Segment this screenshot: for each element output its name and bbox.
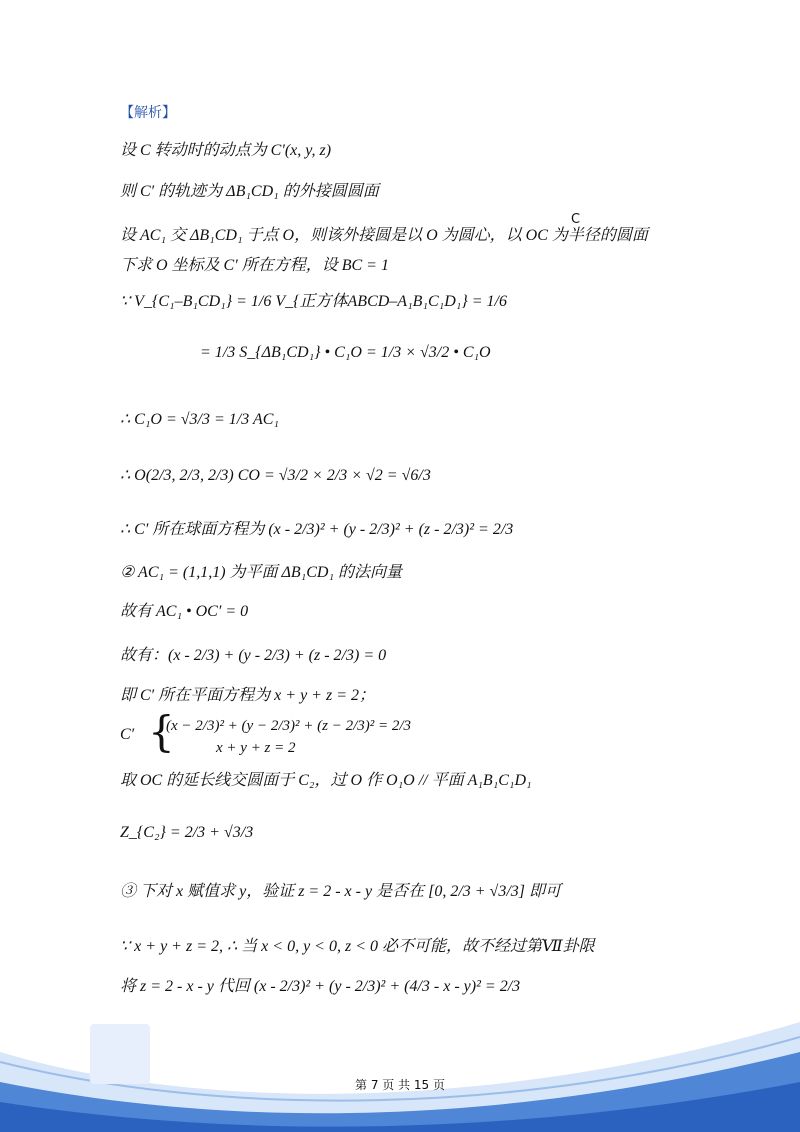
solution-line-1: 设 C 转动时的动点为 C′(x, y, z) bbox=[120, 142, 332, 159]
solution-line-5: ∵ V_{C₁–B₁CD₁} = 1/6 V_{正方体ABCD–A₁B₁C₁D₁} = 1/6 bbox=[120, 293, 507, 310]
solution-line-7: ∴ C₁O = √3/3 = 1/3 AC₁ bbox=[120, 411, 279, 428]
solution-line-2: 则 C′ 的轨迹为 ΔB₁CD₁ 的外接圆圆面 bbox=[120, 183, 379, 200]
solution-line-4: 下求 O 坐标及 C′ 所在方程，设 BC = 1 bbox=[120, 257, 389, 274]
system-row-1: (x − 2/3)² + (y − 2/3)² + (z − 2/3)² = 2/3 bbox=[166, 718, 412, 734]
solution-line-8: ∴ O(2/3, 2/3, 2/3) CO = √3/2 × 2/3 × √2 = √6/3 bbox=[120, 467, 431, 484]
solution-line-13: 即 C′ 所在平面方程为 x + y + z = 2； bbox=[120, 687, 375, 704]
solution-line-14: 取 OC 的延长线交圆面于 C₂，过 O 作 O₁O // 平面 A₁B₁C₁D₁ bbox=[120, 772, 532, 789]
system-label: C′ bbox=[120, 726, 135, 743]
page-footer: 第 7 页 共 15 页 bbox=[355, 1078, 445, 1092]
stray-mark: C bbox=[571, 212, 581, 227]
footer-logo-box bbox=[90, 1024, 150, 1084]
solution-line-10: ② AC₁ = (1,1,1) 为平面 ΔB₁CD₁ 的法向量 bbox=[120, 564, 403, 581]
solution-line-16: ③ 下对 x 赋值求 y，验证 z = 2 - x - y 是否在 [0, 2/3 + √3/3] 即可 bbox=[120, 883, 562, 900]
solution-line-11: 故有 AC₁ • OC′ = 0 bbox=[120, 603, 249, 620]
solution-line-6: = 1/3 S_{ΔB₁CD₁} • C₁O = 1/3 × √3/2 • C₁O bbox=[200, 344, 491, 361]
system-row-2: x + y + z = 2 bbox=[216, 740, 296, 756]
solution-line-3: 设 AC₁ 交 ΔB₁CD₁ 于点 O，则该外接圆是以 O 为圆心，以 OC 为半径的圆面 bbox=[120, 227, 648, 244]
solution-heading: 【解析】 bbox=[120, 105, 176, 121]
solution-line-9: ∴ C′ 所在球面方程为 (x - 2/3)² + (y - 2/3)² + (z - 2/3)² = 2/3 bbox=[120, 521, 514, 538]
solution-line-17: ∵ x + y + z = 2, ∴ 当 x < 0, y < 0, z < 0 必不可能，故不经过第Ⅶ卦限 bbox=[120, 938, 595, 955]
system-brace: { bbox=[148, 707, 175, 756]
solution-line-18: 将 z = 2 - x - y 代回 (x - 2/3)² + (y - 2/3)² + (4/3 - x - y)² = 2/3 bbox=[120, 978, 521, 995]
solution-line-15: Z_{C₂} = 2/3 + √3/3 bbox=[120, 824, 254, 841]
solution-line-12: 故有：(x - 2/3) + (y - 2/3) + (z - 2/3) = 0 bbox=[120, 647, 387, 664]
